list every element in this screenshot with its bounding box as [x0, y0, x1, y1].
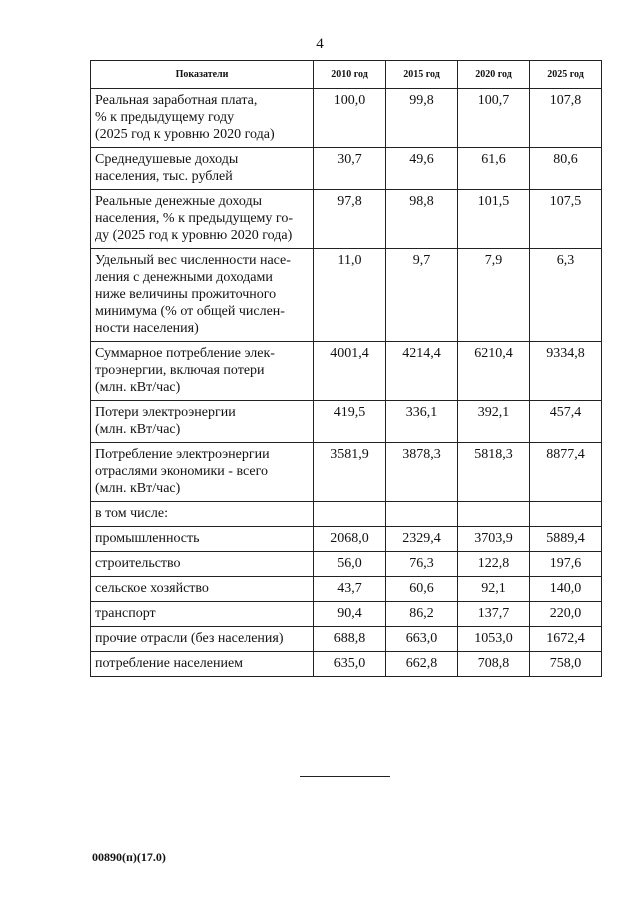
value-cell [386, 502, 458, 527]
page-number: 4 [316, 36, 324, 52]
indicator-label [91, 577, 314, 602]
indicator-label-line: в том числе: [95, 506, 168, 521]
indicator-label-line: Потребление электроэнергии [95, 447, 270, 462]
indicator-label [91, 342, 314, 401]
indicator-label-line: Реальные денежные доходы [95, 194, 263, 209]
indicator-label-line: минимума (% от общей числен- [95, 304, 285, 319]
value-cell: 98,8 [386, 190, 458, 249]
value-cell: 8877,4 [530, 443, 602, 502]
indicator-label [91, 502, 314, 527]
value-cell: 663,0 [386, 627, 458, 652]
indicator-label-line: ности населения) [95, 321, 199, 336]
indicator-label-line: прочие отрасли (без населения) [95, 631, 284, 646]
indicator-label-line: Удельный вес численности насе- [95, 253, 291, 268]
indicator-label-line: (млн. кВт/час) [95, 380, 181, 395]
value-cell [458, 502, 530, 527]
header-row [91, 61, 602, 89]
indicator-label-line: сельское хозяйство [95, 581, 209, 596]
value-cell: 100,0 [314, 89, 386, 148]
table-row [91, 602, 602, 627]
value-cell: 90,4 [314, 602, 386, 627]
value-cell: 101,5 [458, 190, 530, 249]
separator-line [300, 776, 390, 777]
value-cell: 3703,9 [458, 527, 530, 552]
indicator-label [91, 652, 314, 677]
indicator-label [91, 148, 314, 190]
indicator-label [91, 627, 314, 652]
value-cell: 86,2 [386, 602, 458, 627]
indicator-label-line: строительство [95, 556, 181, 571]
value-cell: 122,8 [458, 552, 530, 577]
value-cell: 419,5 [314, 401, 386, 443]
value-cell: 220,0 [530, 602, 602, 627]
table-row [91, 652, 602, 677]
indicator-label [91, 602, 314, 627]
value-cell: 61,6 [458, 148, 530, 190]
indicator-label [91, 552, 314, 577]
indicator-label-line: Суммарное потребление элек- [95, 346, 275, 361]
table-row [91, 527, 602, 552]
indicator-label [91, 89, 314, 148]
value-cell: 392,1 [458, 401, 530, 443]
table-row [91, 89, 602, 148]
value-cell: 5818,3 [458, 443, 530, 502]
table-header [91, 61, 602, 89]
value-cell: 3581,9 [314, 443, 386, 502]
value-cell: 635,0 [314, 652, 386, 677]
indicator-label-line: ниже величины прожиточного [95, 287, 277, 302]
indicator-label-line: % к предыдущему году [95, 110, 235, 125]
table-row [91, 502, 602, 527]
value-cell: 30,7 [314, 148, 386, 190]
column-header-year: 2010 год [314, 61, 386, 89]
indicator-label-line: (2025 год к уровню 2020 года) [95, 127, 275, 142]
value-cell: 7,9 [458, 249, 530, 342]
indicator-label-line: Реальная заработная плата, [95, 93, 258, 108]
document-code: 00890(п)(17.0) [92, 850, 166, 864]
indicator-label [91, 190, 314, 249]
value-cell: 107,8 [530, 89, 602, 148]
indicator-label-line: населения, тыс. рублей [95, 169, 233, 184]
value-cell: 197,6 [530, 552, 602, 577]
column-header-year: 2015 год [386, 61, 458, 89]
value-cell: 92,1 [458, 577, 530, 602]
value-cell [314, 502, 386, 527]
table-row [91, 342, 602, 401]
value-cell: 100,7 [458, 89, 530, 148]
value-cell: 5889,4 [530, 527, 602, 552]
indicator-label-line: Среднедушевые доходы [95, 152, 239, 167]
value-cell: 662,8 [386, 652, 458, 677]
value-cell: 3878,3 [386, 443, 458, 502]
table-row [91, 627, 602, 652]
value-cell: 11,0 [314, 249, 386, 342]
indicator-label-line: населения, % к предыдущему го- [95, 211, 293, 226]
indicator-label [91, 527, 314, 552]
table-body [91, 89, 602, 677]
indicator-label [91, 443, 314, 502]
value-cell [530, 502, 602, 527]
value-cell: 9334,8 [530, 342, 602, 401]
indicator-label [91, 249, 314, 342]
value-cell: 6210,4 [458, 342, 530, 401]
indicator-label-line: (млн. кВт/час) [95, 481, 181, 496]
value-cell: 4214,4 [386, 342, 458, 401]
value-cell: 758,0 [530, 652, 602, 677]
indicator-label-line: отраслями экономики - всего [95, 464, 268, 479]
value-cell: 80,6 [530, 148, 602, 190]
value-cell: 4001,4 [314, 342, 386, 401]
table-row [91, 249, 602, 342]
table-row [91, 401, 602, 443]
value-cell: 107,5 [530, 190, 602, 249]
indicator-label-line: Потери электроэнергии [95, 405, 236, 420]
indicator-label-line: промышленность [95, 531, 200, 546]
value-cell: 2329,4 [386, 527, 458, 552]
value-cell: 60,6 [386, 577, 458, 602]
value-cell: 6,3 [530, 249, 602, 342]
value-cell: 688,8 [314, 627, 386, 652]
table-row [91, 552, 602, 577]
indicator-label-line: ду (2025 год к уровню 2020 года) [95, 228, 293, 243]
value-cell: 76,3 [386, 552, 458, 577]
value-cell: 1672,4 [530, 627, 602, 652]
value-cell: 97,8 [314, 190, 386, 249]
indicator-label [91, 401, 314, 443]
value-cell: 56,0 [314, 552, 386, 577]
value-cell: 336,1 [386, 401, 458, 443]
value-cell: 137,7 [458, 602, 530, 627]
column-header-indicators: Показатели [91, 61, 314, 89]
value-cell: 49,6 [386, 148, 458, 190]
value-cell: 708,8 [458, 652, 530, 677]
indicator-label-line: транспорт [95, 606, 156, 621]
table-row [91, 577, 602, 602]
indicator-label-line: троэнергии, включая потери [95, 363, 265, 378]
indicator-label-line: потребление населением [95, 656, 244, 671]
value-cell: 1053,0 [458, 627, 530, 652]
column-header-year: 2020 год [458, 61, 530, 89]
table-row [91, 443, 602, 502]
table-row [91, 148, 602, 190]
indicators-table [90, 60, 602, 677]
value-cell: 43,7 [314, 577, 386, 602]
value-cell: 2068,0 [314, 527, 386, 552]
indicator-label-line: (млн. кВт/час) [95, 422, 181, 437]
indicator-label-line: ления с денежными доходами [95, 270, 273, 285]
table-row [91, 190, 602, 249]
value-cell: 140,0 [530, 577, 602, 602]
value-cell: 457,4 [530, 401, 602, 443]
value-cell: 99,8 [386, 89, 458, 148]
column-header-year: 2025 год [530, 61, 602, 89]
value-cell: 9,7 [386, 249, 458, 342]
